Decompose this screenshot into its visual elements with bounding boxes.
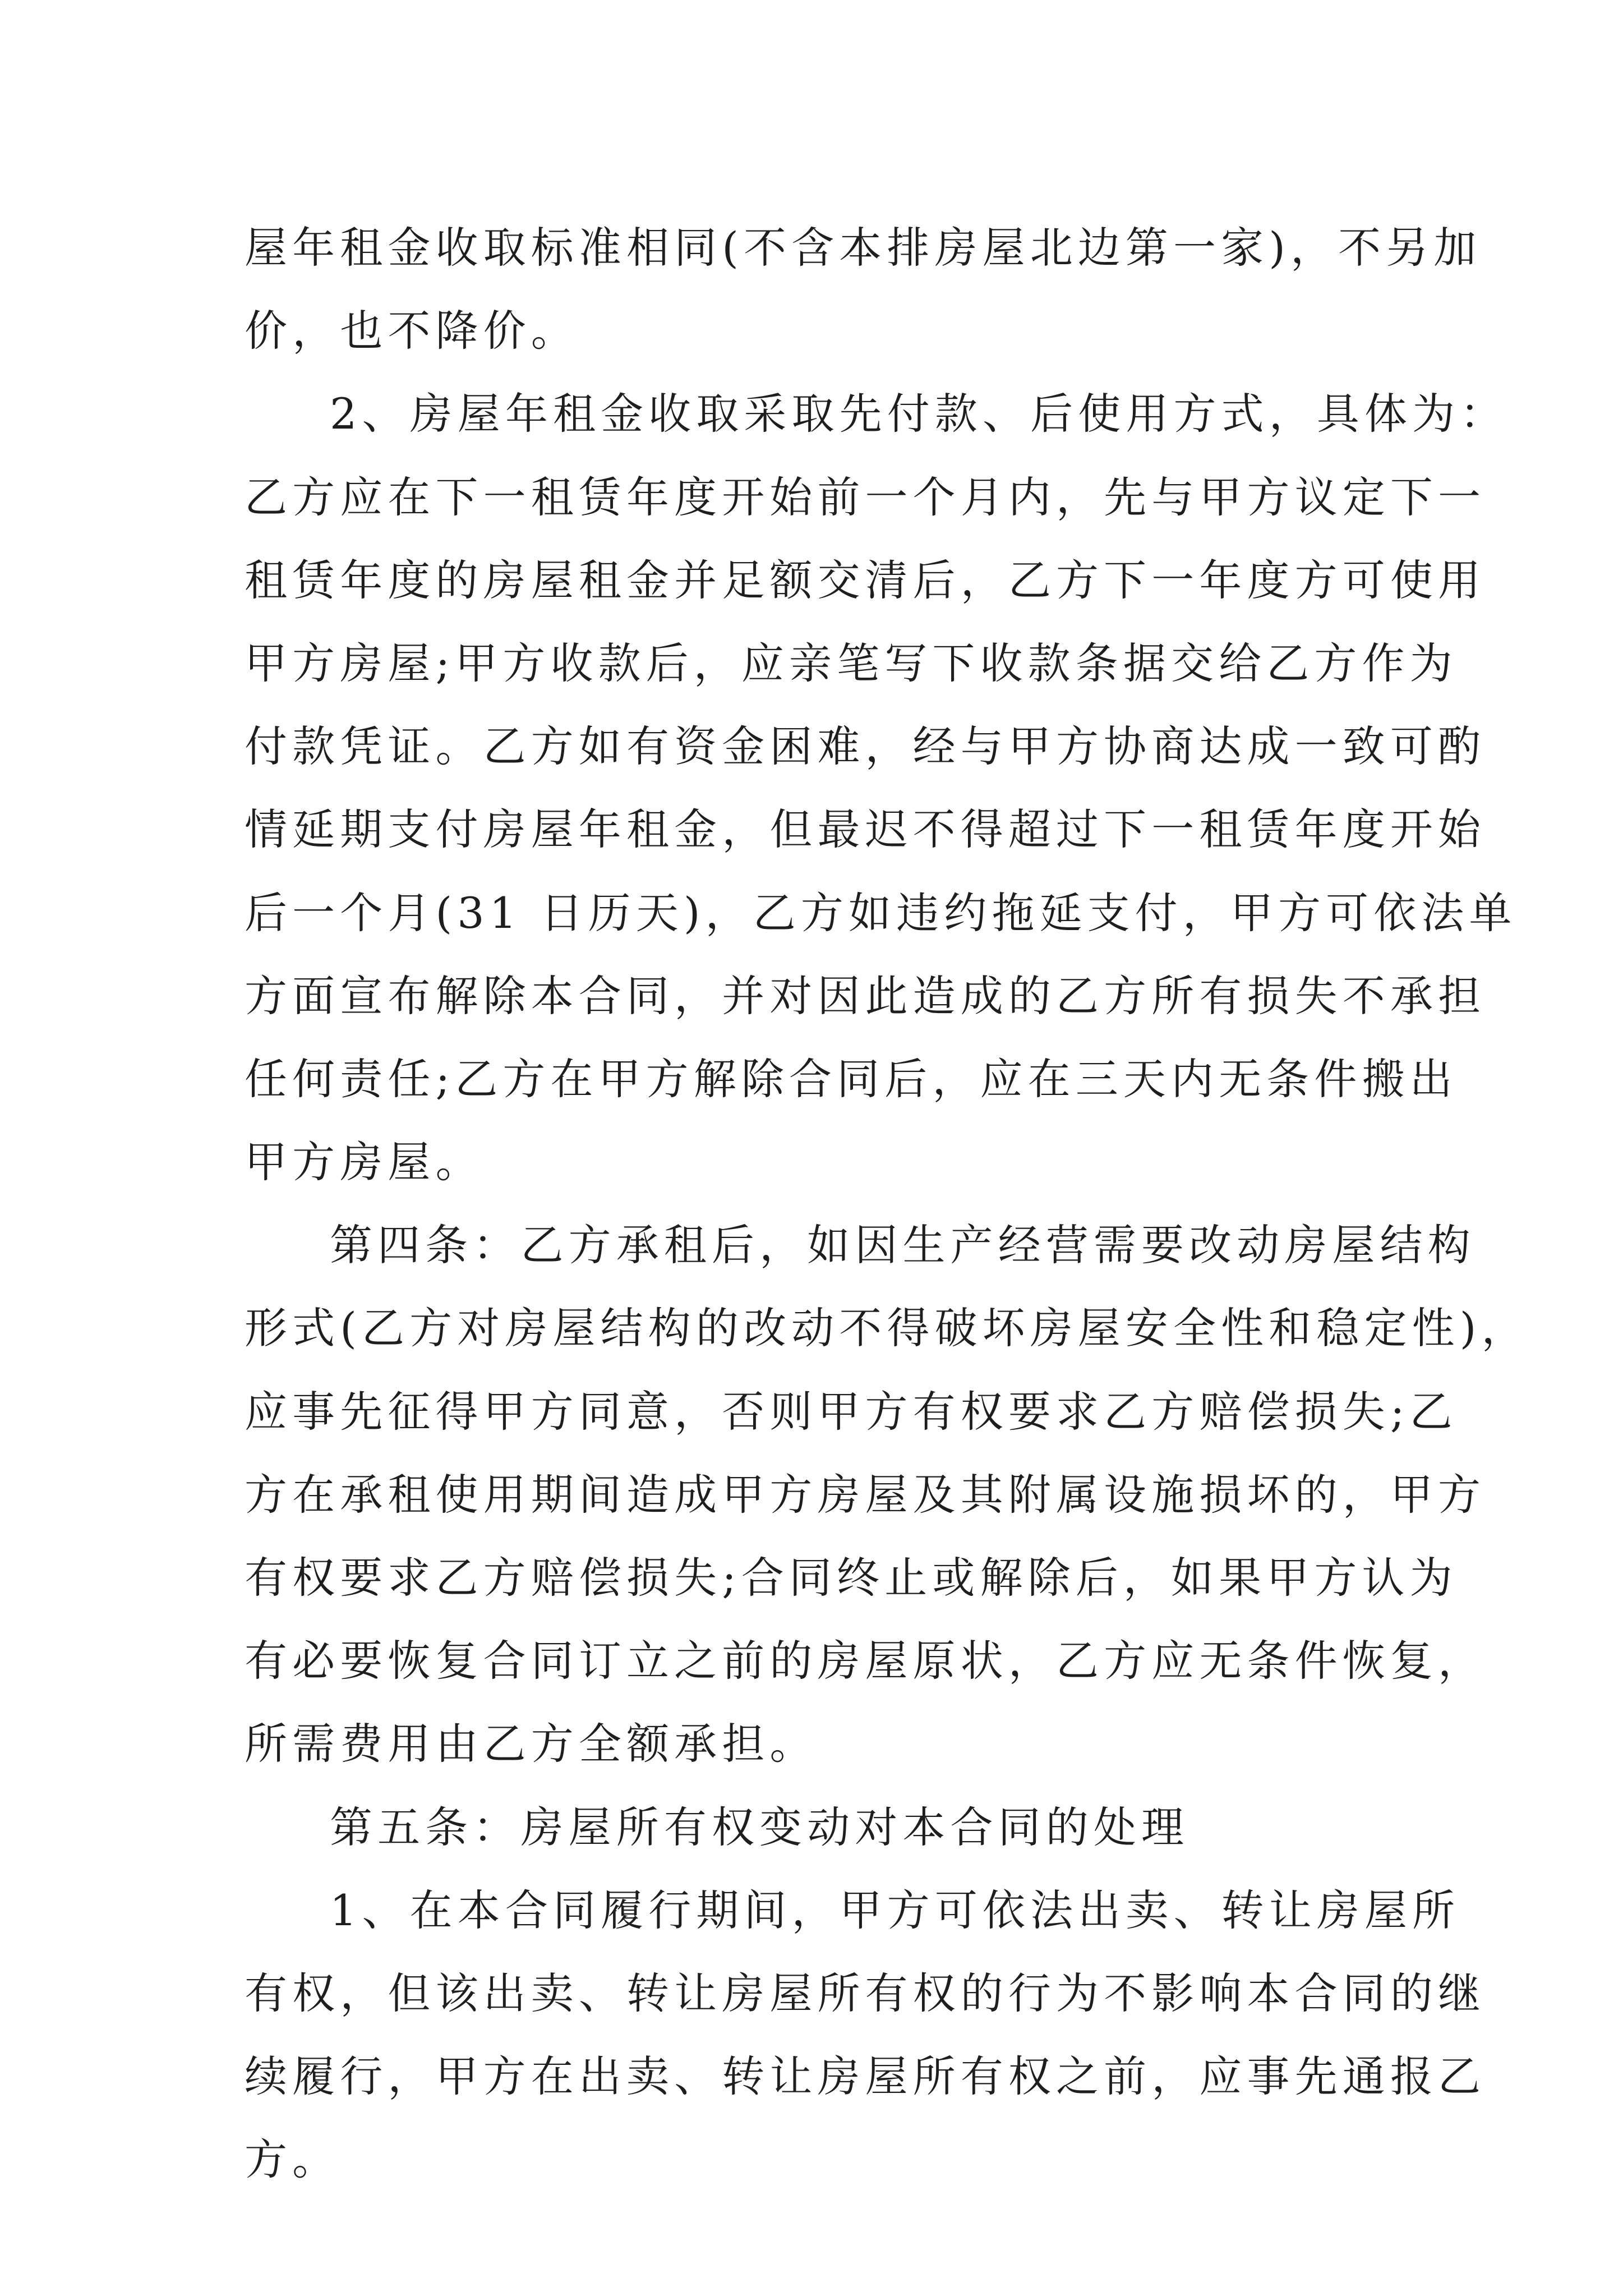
text-line: 形式(乙方对房屋结构的改动不得破坏房屋安全性和稳定性)，	[245, 1303, 1529, 1354]
text-line: 续履行，甲方在出卖、转让房屋所有权之前，应事先通报乙	[245, 2051, 1486, 2102]
text-line: 情延期支付房屋年租金，但最迟不得超过下一租赁年度开始	[245, 804, 1486, 855]
text-line: 有权要求乙方赔偿损失;合同终止或解除后，如果甲方认为	[245, 1553, 1458, 1603]
text-line: 第四条：乙方承租后，如因生产经营需要改动房屋结构	[330, 1220, 1476, 1271]
text-line: 甲方房屋;甲方收款后，应亲笔写下收款条据交给乙方作为	[245, 638, 1458, 688]
text-line: 后一个月(31 日历天)，乙方如违约拖延支付，甲方可依法单	[245, 887, 1517, 938]
text-line: 方在承租使用期间造成甲方房屋及其附属设施损坏的，甲方	[245, 1469, 1486, 1520]
text-line: 有必要恢复合同订立之前的房屋原状，乙方应无条件恢复，	[245, 1636, 1486, 1686]
text-line: 1、在本合同履行期间，甲方可依法出卖、转让房屋所	[330, 1885, 1460, 1935]
text-line: 甲方房屋。	[245, 1137, 483, 1188]
text-line: 第五条：房屋所有权变动对本合同的处理	[330, 1802, 1189, 1852]
text-line: 租赁年度的房屋租金并足额交清后，乙方下一年度方可使用	[245, 555, 1486, 605]
text-line: 2、房屋年租金收取采取先付款、后使用方式，具体为：	[330, 389, 1508, 439]
text-line: 价，也不降价。	[245, 306, 579, 356]
text-line: 屋年租金收取标准相同(不含本排房屋北边第一家)，不另加	[245, 223, 1482, 273]
text-line: 方。	[245, 2134, 340, 2185]
text-line: 所需费用由乙方全额承担。	[245, 1719, 818, 1769]
text-line: 任何责任;乙方在甲方解除合同后，应在三天内无条件搬出	[245, 1053, 1458, 1104]
text-line: 付款凭证。乙方如有资金困难，经与甲方协商达成一致可酌	[245, 721, 1486, 772]
text-line: 方面宣布解除本合同，并对因此造成的乙方所有损失不承担	[245, 970, 1486, 1021]
contract-text-body	[245, 206, 1529, 2202]
text-line: 乙方应在下一租赁年度开始前一个月内，先与甲方议定下一	[245, 472, 1486, 522]
text-line: 应事先征得甲方同意，否则甲方有权要求乙方赔偿损失;乙	[245, 1386, 1458, 1437]
text-line: 有权，但该出卖、转让房屋所有权的行为不影响本合同的继	[245, 1968, 1486, 2018]
